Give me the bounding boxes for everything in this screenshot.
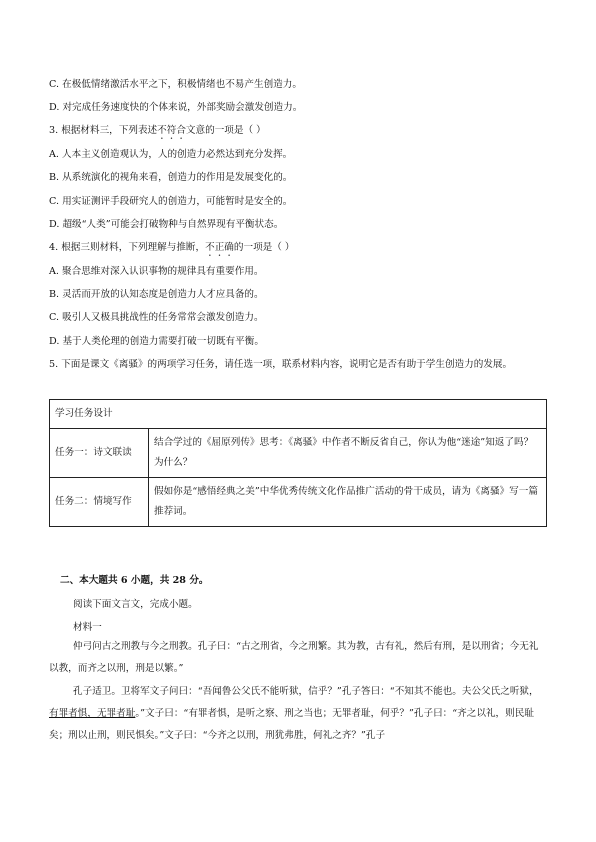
paragraph-2-text-a: 孔子适卫。卫将军文子问曰：“吾闻鲁公父氏不能听狱，信乎？”孔子答曰：“不知其不能也。夫公父氏之听狱， bbox=[73, 686, 539, 697]
section-heading: 二、本大题共 6 小题，共 28 分。 bbox=[60, 575, 209, 586]
q4-option-a: A. 聚合思维对深入认识事物的规律具有重要作用。 bbox=[49, 266, 264, 277]
task-content: 假如你是“感悟经典之美”中华优秀传统文化作品推广活动的骨干成员，请为《离骚》写一篇推荐词。 bbox=[149, 478, 547, 527]
task-name: 任务一：诗文联读 bbox=[50, 429, 149, 478]
q3-option-b: B. 从系统演化的视角来看，创造力的作用是发展变化的。 bbox=[49, 172, 293, 183]
q4-stem-emphasis: 不正确 bbox=[205, 242, 234, 253]
q2-option-c: C. 在极低情绪激活水平之下，积极情绪也不易产生创造力。 bbox=[49, 79, 302, 90]
q3-option-a: A. 人本主义创造观认为，人的创造力必然达到充分发挥。 bbox=[49, 149, 293, 160]
paragraph-2-text-b: 。”文子曰：“有罪者惧，是听之察、刑之当也；无罪者耻，何乎？”孔子曰：“齐之以礼，则民耻矣；刑以止刑，则民惧矣。”文子曰：“今齐之以刑，刑犹弗胜，何礼之齐？”孔子 bbox=[49, 708, 534, 741]
q4-option-d: D. 基于人类伦理的创造力需要打破一切既有平衡。 bbox=[49, 336, 264, 347]
q4-stem-pre: 4. 根据三则材料，下列理解与推断， bbox=[49, 242, 206, 253]
classical-paragraph-2 bbox=[49, 681, 547, 747]
q3-option-d: D. 超级“人类”可能会打破物种与自然界现有平衡状态。 bbox=[49, 219, 284, 230]
task-table-row bbox=[50, 478, 547, 527]
q2-option-d: D. 对完成任务速度快的个体来说，外部奖励会激发创造力。 bbox=[49, 102, 303, 113]
q4-stem bbox=[49, 242, 295, 259]
underlined-sentence: 有罪者惧，无罪者耻 bbox=[49, 708, 136, 719]
classical-paragraph-1: 仲弓问古之刑教与今之刑教。孔子曰：“古之刑省，今之刑繁。其为教，古有礼，然后有刑，是以刑省；今无礼以教，而齐之以刑，刑是以繁。” bbox=[49, 641, 539, 674]
task-table-header: 学习任务设计 bbox=[50, 400, 547, 429]
reading-instruction: 阅读下面文言文，完成小题。 bbox=[73, 599, 198, 610]
material-label: 材料一 bbox=[73, 622, 102, 633]
task-table-header-row bbox=[50, 400, 547, 429]
task-name: 任务二：情境写作 bbox=[50, 478, 149, 527]
q4-stem-post: 的一项是（ ） bbox=[233, 242, 295, 253]
task-table-row bbox=[50, 429, 547, 478]
q4-option-c: C. 吸引人又极具挑战性的任务常常会激发创造力。 bbox=[49, 312, 264, 323]
q3-stem-emphasis: 不符合 bbox=[157, 125, 186, 136]
q5-stem: 5. 下面是课文《离骚》的两项学习任务，请任选一项，联系材料内容，说明它是否有助于学生创造力的发展。 bbox=[49, 359, 513, 370]
q3-stem bbox=[49, 125, 266, 142]
q4-option-b: B. 灵活而开放的认知态度是创造力人才应具备的。 bbox=[49, 289, 264, 300]
q3-option-c: C. 用实证测评手段研究人的创造力，可能暂时是安全的。 bbox=[49, 196, 293, 207]
q3-stem-post: 文意的一项是（ ） bbox=[185, 125, 266, 136]
task-content: 结合学过的《屈原列传》思考：《离骚》中作者不断反省自己，你认为他“迷途”知返了吗？为什么？ bbox=[149, 429, 547, 478]
task-table bbox=[49, 399, 547, 527]
q3-stem-pre: 3. 根据材料三，下列表述 bbox=[49, 125, 158, 136]
